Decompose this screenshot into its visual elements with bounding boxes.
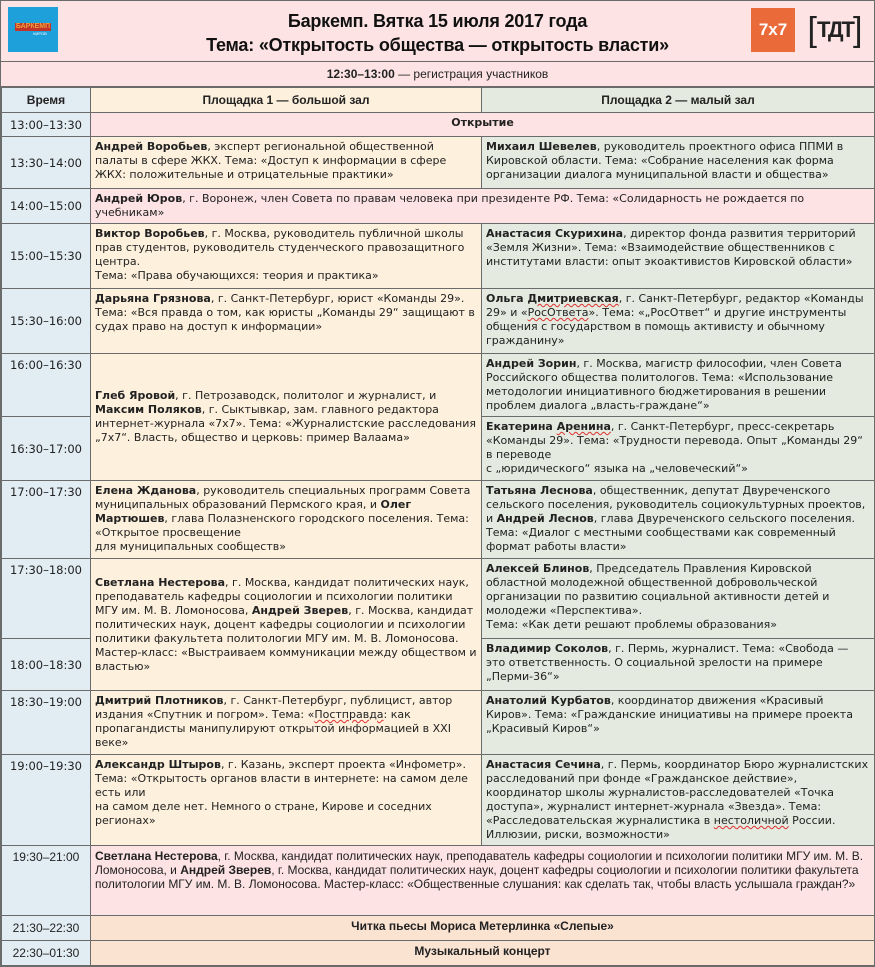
venue-1-session	[91, 224, 482, 289]
row-time: 22:30–01:30	[2, 941, 91, 966]
row-time: 13:00–13:30	[2, 113, 91, 137]
session-text: , г. Петрозаводск, политолог и журналист, и	[175, 389, 437, 402]
speaker-name: Анастасия Сечина	[486, 758, 601, 771]
speaker-name: Виктор Воробьев	[95, 227, 205, 240]
session-text: , г. Москва, кандидат политических наук, преподаватель кафедры социологии и психологии политики МГУ им. М. В. Ломоносова, и	[95, 849, 864, 877]
speaker-name: Андрей Юров	[95, 192, 183, 205]
speaker-name: Светлана Нестерова	[95, 849, 218, 863]
speaker-name-2: Максим Поляков	[95, 403, 202, 416]
session-text-2: , глава Двуреченского сельского поселения. Тема: «Диалог с местными сообществами как современный формат работы власти»	[486, 512, 855, 553]
session-text-end: России. Иллюзии, риски, возможности»	[486, 814, 836, 841]
session-text-2: , г. Сыктывкар, зам. главного редактора интернет-журнала «7x7». Тема: «Журналистские расследования „7x7“. Власть, общество и церковь: пример Валаама»	[95, 403, 477, 444]
joint-session	[91, 846, 875, 916]
session-text: , руководитель специальных программ Совета муниципальных образований Пермского края, и	[95, 484, 471, 511]
row-time: 14:00–15:00	[2, 189, 91, 224]
speaker-name: Алексей Блинов	[486, 562, 590, 575]
venue-1-session	[91, 481, 482, 559]
speaker-name: Светлана Нестерова	[95, 575, 226, 589]
session-text-2: на самом деле нет. Немного о стране, Кирове и соседних регионах»	[95, 800, 432, 827]
header	[1, 1, 874, 62]
table-row	[2, 846, 875, 916]
speaker-name: Анастасия Скурихина	[486, 227, 624, 240]
venue-2-session	[482, 224, 875, 289]
session-text: , г. Казань, эксперт проекта «Инфометр». Тема: «Открытость органов власти в интернете: на самом деле есть или	[95, 758, 468, 799]
speaker-surname: Дмитриевская	[527, 292, 619, 305]
session-text-2: , глава Полазненского городского поселения. Тема: «Открытое просвещение	[95, 512, 469, 539]
session-text: , г. Санкт-Петербург, юрист «Команды 29». Тема: «Вся правда о том, как юристы „Команды 29“ защищают в судах право на доступ к информации»	[95, 292, 475, 333]
venue-1-session	[91, 354, 482, 481]
session-text: , директор фонда развития территорий «Земля Жизни». Тема: «Взаимодействие общественников с институтами власти: опыт экоактивистов Кировской области»	[486, 227, 856, 268]
speaker-name: Екатерина	[486, 420, 557, 433]
table-row	[2, 189, 875, 224]
row-time: 18:00–18:30	[2, 639, 91, 691]
row-time: 15:00–15:30	[2, 224, 91, 289]
post-truth-word: Постправда	[314, 708, 384, 721]
session-text: , г. Санкт-Петербург, публицист, автор издания «Спутник и погром». Тема: «	[95, 694, 453, 721]
speaker-name: Дмитрий Плотников	[95, 694, 224, 707]
table-row	[2, 916, 875, 941]
speaker-name: Ольга	[486, 292, 528, 305]
venue-2-session	[482, 691, 875, 755]
session-text: , руководитель проектного офиса ППМИ в Кировской области. Тема: «Собрание населения как форма организации диалога муниципальной власти и общества»	[486, 140, 844, 181]
venue-2-session	[482, 417, 875, 481]
row-time: 16:00–16:30	[2, 354, 91, 417]
joint-session	[91, 189, 875, 224]
venue-2-session	[482, 559, 875, 639]
header-venue-1: Площадка 1 — большой зал	[91, 88, 482, 113]
session-topic: Тема: «Права обучающихся: теория и практика»	[95, 269, 379, 282]
tdt-logo-right-bracket: ]	[853, 11, 863, 49]
header-venue-2: Площадка 2 — малый зал	[482, 88, 875, 113]
table-row	[2, 481, 875, 559]
table-row	[2, 137, 875, 189]
session-text: , координатор движения «Красивый Киров». Тема: «Гражданские инициативы на примере проекта „Красивый Киров“»	[486, 694, 853, 735]
row-time: 16:30–17:00	[2, 417, 91, 481]
speaker-name: Глеб Яровой	[95, 389, 176, 402]
speaker-name: Михаил Шевелев	[486, 140, 597, 153]
rosotvet-link-text: РосОтвета	[527, 306, 589, 319]
speaker-name: Татьяна Леснова	[486, 484, 593, 497]
title-line-1: Баркемп. Вятка 15 июля 2017 года	[287, 11, 588, 31]
row-time: 19:00–19:30	[2, 755, 91, 846]
session-topic: Тема: «Как дети решают проблемы образования»	[486, 618, 777, 631]
registration-text: — регистрация участников	[394, 67, 549, 81]
7x7-logo: 7x7	[751, 8, 795, 52]
session-text-end: : как пропагандисты манипулируют открытой информацией в XXI веке»	[95, 708, 451, 749]
schedule-table	[1, 87, 875, 966]
venue-2-session	[482, 137, 875, 189]
tdt-logo	[801, 8, 869, 52]
session-text: , г. Воронеж, член Совета по правам человека при президенте РФ. Тема: «Солидарность не рождается по учебникам»	[95, 192, 805, 219]
session-text: , г. Москва, руководитель публичной школы прав студентов, руководитель студенческого правозащитного центра.	[95, 227, 465, 268]
session-text: , г. Санкт-Петербург, пресс-секретарь «Команды 29». Тема: «Трудности перевода. Опыт „Команды 29“ в переводе	[486, 420, 863, 461]
barcamp-logo-text: БАРКЕМП	[15, 23, 51, 30]
speaker-name-2: Андрей Зверев	[180, 863, 272, 877]
header-time: Время	[2, 88, 91, 113]
session-text: , г. Пермь, журналист. Тема: «Свобода — это ответственность. О социальной зрелости на примере „Перми-36“»	[486, 642, 849, 683]
barcamp-logo-sub: КИРОВ	[33, 31, 47, 36]
tdt-logo-text: ТДТ	[816, 17, 853, 42]
speaker-name: Дарьяна Грязнова	[95, 292, 211, 305]
tdt-logo-left-bracket: [	[807, 11, 817, 49]
venue-2-session	[482, 639, 875, 691]
speaker-surname: Аренина	[556, 420, 611, 433]
reading-event: Читка пьесы Мориса Метерлинка «Слепые»	[91, 916, 875, 941]
session-text-end: ». Тема: «„РосОтвет“ и другие инструменты общения с государством в помощь активисту и обычному гражданину»	[486, 306, 847, 347]
row-time: 18:30–19:00	[2, 691, 91, 755]
venue-1-session	[91, 289, 482, 354]
title-line-2: Тема: «Открытость общества — открытость власти»	[206, 35, 669, 55]
speaker-name: Александр Штыров	[95, 758, 221, 771]
speaker-name-2: Андрей Зверев	[251, 603, 349, 617]
speaker-name: Елена Жданова	[95, 484, 197, 497]
session-text: , г. Москва, магистр философии, член Совета Российского общества политологов. Тема: «Использование методологии инициативного бюджетирования в решении проблем диалога „власть-граждане“»	[486, 357, 842, 412]
row-time: 15:30–16:00	[2, 289, 91, 354]
concert-event: Музыкальный концерт	[91, 941, 875, 966]
venue-2-session	[482, 289, 875, 354]
opening-cell: Открытие	[91, 113, 875, 137]
session-text-2: , г. Москва, кандидат политических наук, доцент кафедры социологии и психологии политики факультета политологии МГУ им. М. В. Ломоносова. Мастер-класс: «Выстраиваем коммуникации между обществом и властью»	[95, 603, 477, 673]
session-text: , г. Санкт-Петербург, редактор «Команды 29» и «	[486, 292, 864, 319]
non-capital-word: нестоличной	[713, 814, 789, 827]
row-time: 19:30–21:00	[2, 846, 91, 916]
speaker-name-2: Андрей Леснов	[496, 512, 594, 525]
venue-2-session	[482, 755, 875, 846]
page-title	[1, 9, 874, 57]
speaker-name: Андрей Зорин	[486, 357, 577, 370]
session-text: , общественник, депутат Двуреченского сельского поселения, руководитель социокультурных проектов, и	[486, 484, 866, 525]
session-text-3: для муниципальных сообществ»	[95, 540, 286, 553]
row-time: 13:30–14:00	[2, 137, 91, 189]
session-text: , г. Москва, кандидат политических наук, преподаватель кафедры социологии и психологии политики МГУ им. М. В. Ломоносова,	[95, 575, 469, 617]
venue-1-session	[91, 691, 482, 755]
table-row	[2, 941, 875, 966]
table-row	[2, 224, 875, 289]
table-row	[2, 289, 875, 354]
speaker-name-2: Олег Мартюшев	[95, 498, 412, 525]
table-row	[2, 113, 875, 137]
session-text-2: с „юридического“ языка на „человеческий“»	[486, 462, 748, 475]
column-headers	[2, 88, 875, 113]
venue-2-session	[482, 481, 875, 559]
table-row	[2, 755, 875, 846]
speaker-name: Андрей Воробьев	[95, 140, 208, 153]
registration-row	[1, 62, 874, 87]
row-time: 21:30–22:30	[2, 916, 91, 941]
row-time: 17:30–18:00	[2, 559, 91, 639]
session-text: , эксперт региональной общественной палаты в сфере ЖКХ. Тема: «Доступ к информации в сфере ЖКХ: положительные и отрицательные практики»	[95, 140, 447, 181]
venue-1-session	[91, 559, 482, 691]
venue-2-session	[482, 354, 875, 417]
speaker-name: Анатолий Курбатов	[486, 694, 611, 707]
speaker-name: Владимир Соколов	[486, 642, 609, 655]
row-time: 17:00–17:30	[2, 481, 91, 559]
table-row	[2, 559, 875, 639]
venue-1-session	[91, 137, 482, 189]
session-text-2: , г. Москва, кандидат политических наук, доцент кафедры социологии и психологии политики факультета политологии МГУ им. М. В. Ломоносова. Мастер-класс: «Общественные слушания: как сделать так, чтобы власть услышала граждан?»	[95, 863, 859, 891]
registration-time: 12:30–13:00	[326, 67, 395, 81]
venue-1-session	[91, 755, 482, 846]
table-row	[2, 691, 875, 755]
session-text: , Председатель Правления Кировской областной молодежной общественной добровольческой организации по развитию социальной активности детей и молодежи «Перспектива».	[486, 562, 830, 617]
table-row	[2, 354, 875, 417]
session-text: , г. Пермь, координатор Бюро журналистских расследований при фонде «Гражданское действие», координатор школы журналистов-расследователей «Точка доступа», журналист интернет-журнала «Звезда». Тема: «Расследовательская журналистика в	[486, 758, 869, 827]
